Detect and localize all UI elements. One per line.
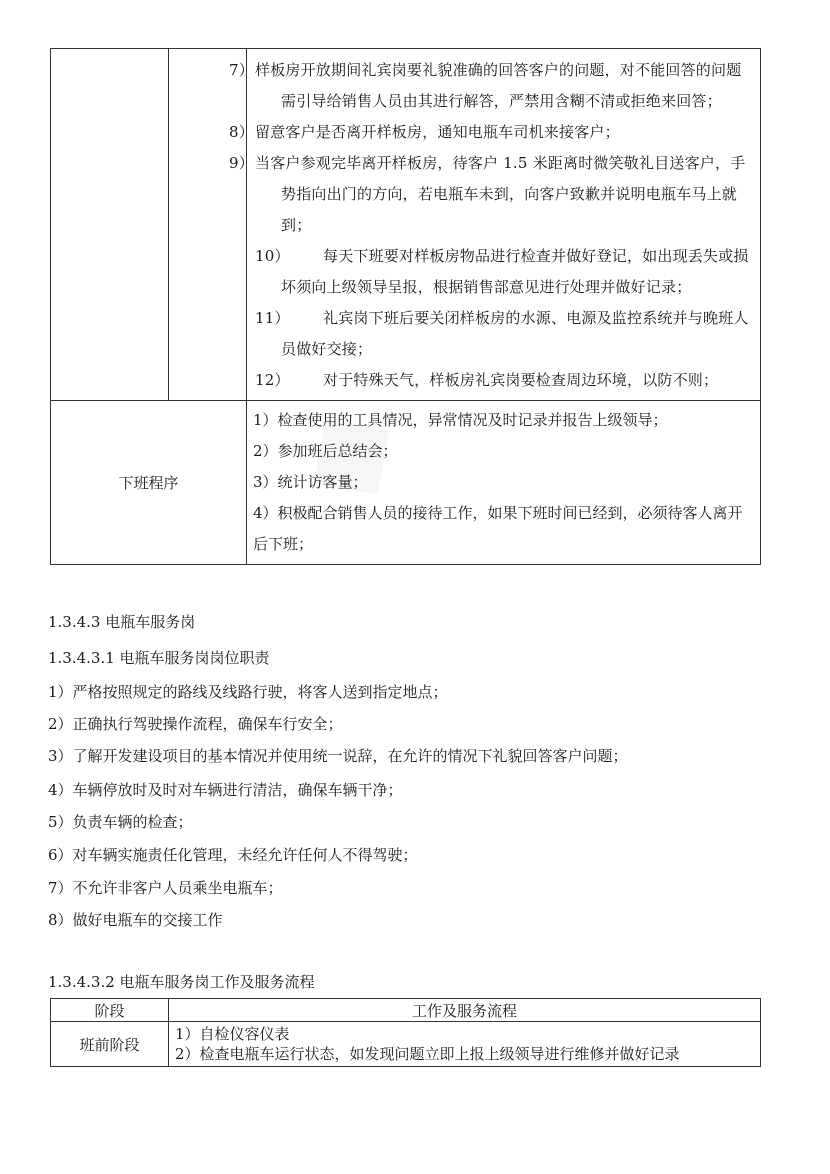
list-item: 2）检查电瓶车运行状态，如发现问题立即上报上级领导进行维修并做好记录 xyxy=(175,1045,680,1063)
empty-cell xyxy=(169,49,247,401)
flow-cell xyxy=(169,1022,761,1067)
table-row xyxy=(51,49,761,401)
flow-list xyxy=(169,1022,760,1066)
column-header-stage: 阶段 xyxy=(51,999,169,1022)
column-header-flow: 工作及服务流程 xyxy=(169,999,761,1022)
empty-cell xyxy=(51,49,169,401)
offduty-list xyxy=(247,401,760,564)
offduty-cell xyxy=(247,401,761,565)
duty-item: 2）正确执行驾驶操作流程，确保车行安全； xyxy=(48,715,343,733)
duty-item: 8）做好电瓶车的交接工作 xyxy=(48,911,223,929)
duty-item: 1）严格按照规定的路线及线路行驶，将客人送到指定地点； xyxy=(48,683,448,701)
duty-item: 7）不允许非客户人员乘坐电瓶车； xyxy=(48,879,283,897)
duty-item: 6）对车辆实施责任化管理，未经允许任何人不得驾驶； xyxy=(48,846,418,864)
subsection-heading: 1.3.4.3.1 电瓶车服务岗岗位职责 xyxy=(48,649,270,667)
duty-item: 3）了解开发建设项目的基本情况并使用统一说辞，在允许的情况下礼貌回答客户问题； xyxy=(48,747,628,765)
table-row xyxy=(51,401,761,565)
stage-cell: 班前阶段 xyxy=(51,1022,169,1067)
steps-list xyxy=(229,49,760,400)
section-heading: 1.3.4.3 电瓶车服务岗 xyxy=(48,613,196,631)
list-item: 2）参加班后总结会； xyxy=(253,442,398,460)
subsection-heading: 1.3.4.3.2 电瓶车服务岗工作及服务流程 xyxy=(48,973,315,991)
list-item: 7）样板房开放期间礼宾岗要礼貌准确的回答客户的问题，对不能回答的问题需引导给销售人员由其进行解答，严禁用含糊不清或拒绝来回答； xyxy=(229,61,742,110)
list-item: 10） 每天下班要对样板房物品进行检查并做好登记，如出现丢失或损坏须向上级领导呈报，根据销售部意见进行处理并做好记录； xyxy=(255,247,749,296)
duty-item: 5）负责车辆的检查； xyxy=(48,813,193,831)
list-item: 9）当客户参观完毕离开样板房，待客户 1.5 米距离时微笑敬礼目送客户，手势指向出门的方向，若电瓶车未到，向客户致歉并说明电瓶车马上就到； xyxy=(229,154,746,234)
upper-duty-table xyxy=(50,48,761,565)
list-item: 8）留意客户是否离开样板房，通知电瓶车司机来接客户； xyxy=(229,123,620,141)
list-item: 4）积极配合销售人员的接待工作，如果下班时间已经到，必须待客人离开后下班； xyxy=(253,504,743,553)
table-header-row xyxy=(51,999,761,1022)
table-row xyxy=(51,1022,761,1067)
duty-item: 4）车辆停放时及时对车辆进行清洁，确保车辆干净； xyxy=(48,781,403,799)
list-item: 12） 对于特殊天气，样板房礼宾岗要检查周边环境，以防不则； xyxy=(255,371,719,389)
list-item: 3）统计访客量； xyxy=(253,473,368,491)
service-flow-table xyxy=(50,998,761,1067)
list-item: 1）自检仪容仪表 xyxy=(175,1025,290,1043)
offduty-label: 下班程序 xyxy=(51,401,247,565)
steps-cell xyxy=(229,49,761,401)
list-item: 1）检查使用的工具情况，异常情况及时记录并报告上级领导； xyxy=(253,411,668,429)
list-item: 11） 礼宾岗下班后要关闭样板房的水源、电源及监控系统并与晚班人员做好交接； xyxy=(255,309,749,358)
